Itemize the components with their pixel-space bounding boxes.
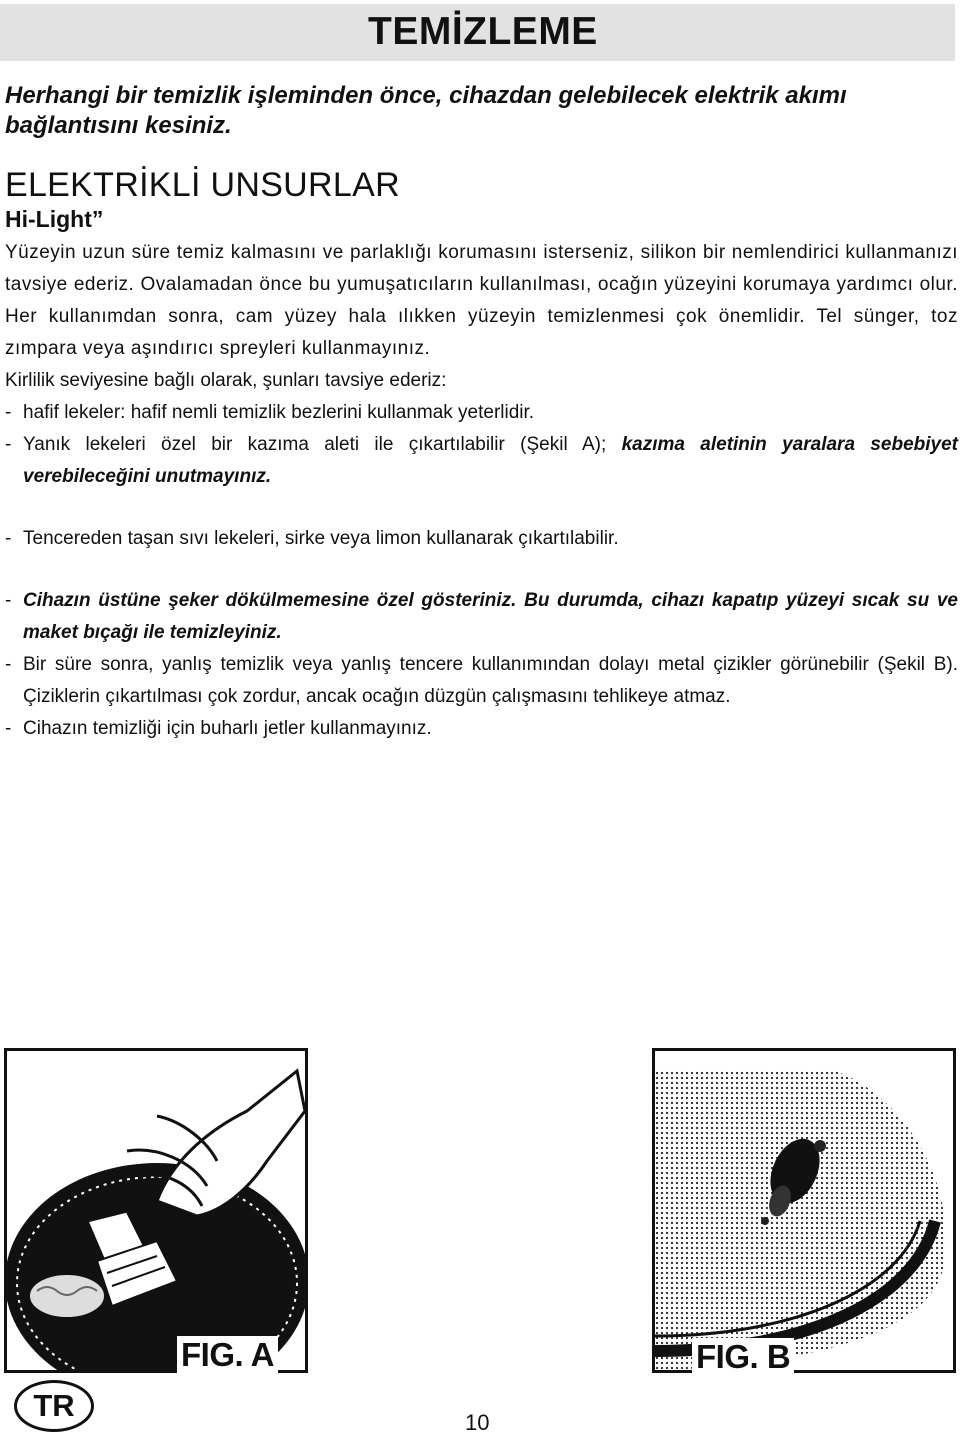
page-number: 10 [465,1410,490,1435]
language-badge: TR [14,1380,94,1432]
scraper-illustration [7,1051,305,1370]
scratched-surface-illustration [655,1051,953,1370]
page-title: TEMİZLEME [368,10,598,53]
advice-line: Kirlilik seviyesine bağlı olarak, şunları tavsiye ederiz: [5,370,447,391]
list-item: - Cihazın üstüne şeker dökülmemesine özel gösteriniz. Bu durumda, cihazı kapatıp yüzeyi sıcak su ve maket bıçağı ile temizleyiniz. [5,590,958,643]
list-item: - Bir süre sonra, yanlış temizlik veya yanlış tencere kullanımından dolayı metal çizikler görünebilir (Şekil B). Çiziklerin çıkartılması çok zordur, ancak ocağın düzgün çalışmasını tehlikeye atmaz. [5,654,958,707]
list-item: - Cihazın temizliği için buharlı jetler kullanmayınız. [5,718,432,739]
figure-a-label: FIG. A [177,1336,278,1374]
figure-a [4,1048,308,1373]
subsection-title: Hi-Light” [5,206,104,232]
warning-text: Herhangi bir temizlik işleminden önce, cihazdan gelebilecek elektrik akımı bağlantısını kesiniz. [5,82,847,139]
list-item: - Tencereden taşan sıvı lekeleri, sirke veya limon kullanarak çıkartılabilir. [5,528,619,549]
figure-b [652,1048,956,1373]
list-item: - hafif lekeler: hafif nemli temizlik bezlerini kullanmak yeterlidir. [5,402,535,423]
figure-b-label: FIG. B [692,1338,794,1376]
intro-paragraph: Yüzeyin uzun süre temiz kalmasını ve parlaklığı korumasını isterseniz, silikon bir nemlendirici kullanmanızı tavsiye ederiz. Ovalamadan önce bu yumuşatıcıların kullanılması, ocağın yüzeyini korumaya yardımcı olur. Her kullanımdan sonra, cam yüzey hala ılıkken yüzeyin temizlenmesi çok önemlidir. Tel sünger, toz zımpara veya aşındırıcı spreyleri kullanmayınız. [5,242,958,359]
section-title: ELEKTRİKLİ UNSURLAR [5,166,400,204]
body-text [5,237,958,745]
list-item: - Yanık lekeleri özel bir kazıma aleti ile çıkartılabilir (Şekil A); kazıma aletinin yaralara sebebiyet verebileceğini unutmayınız. [5,434,959,487]
